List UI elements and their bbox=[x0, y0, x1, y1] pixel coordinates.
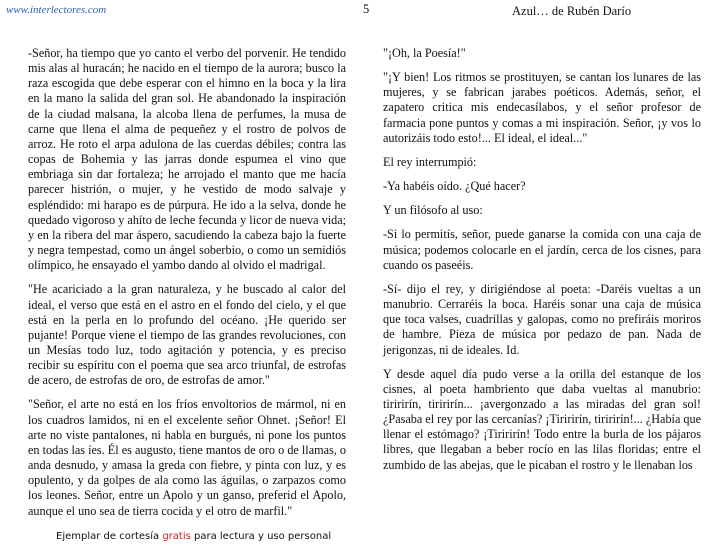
paragraph: -Si lo permitís, señor, puede ganarse la comida con una caja de música; podemos colocarle en el jardín, cerca de los cisnes, para cuando os paseéis. bbox=[383, 227, 701, 272]
right-column bbox=[383, 46, 701, 482]
footer-highlight: gratis bbox=[162, 531, 191, 542]
page-number: 5 bbox=[363, 2, 370, 16]
paragraph: "Señor, el arte no está en los fríos envoltorios de mármol, ni en los cuadros lamidos, ni en el excelente señor Ohnet. ¡Señor! El arte no viste pantalones, ni habla en burgués, ni pone los puntos en todas las íes. Él es augusto, tiene mantos de oro o de llamas, o anda desnudo, y amasa la greda con fiebre, y pinta con luz, y es opulento, y da golpes de ala como las águilas, o zarpazos como los leones. Señor, entre un Apolo y un ganso, preferid el Apolo, aunque el uno sea de tierra cocida y el otro de marfil." bbox=[28, 397, 346, 518]
footer-prefix: Ejemplar de cortesía bbox=[56, 531, 163, 542]
courtesy-footer bbox=[56, 531, 331, 542]
site-link[interactable]: www.interlectores.com bbox=[6, 4, 107, 16]
left-column bbox=[28, 46, 346, 528]
paragraph: "¡Y bien! Los ritmos se prostituyen, se cantan los lunares de las mujeres, y se fabrican jarabes poéticos. Además, señor, el zapatero critica mis endecasílabos, y el señor profesor de farmacia pone puntos y comas a mi inspiración. Señor, ¡y vos lo autorizáis todo esto!... El ideal, el ideal..." bbox=[383, 70, 701, 145]
paragraph: -Ya habéis oído. ¿Qué hacer? bbox=[383, 179, 526, 194]
paragraph: -Señor, ha tiempo que yo canto el verbo del porvenir. He tendido mis alas al huracán; he nacido en el tiempo de la aurora; busco la raza escogida que debe esperar con el himno en la boca y la lira en la mano la salida del gran sol. He abandonado la inspiración de la ciudad malsana, la alcoba llena de perfumes, la musa de carne que llena el alma de pequeñez y el rostro de polvos de arroz. He roto el arpa adulona de las cuerdas débiles; contra las copas de Bohemia y las jarras donde espumea el vino que embriaga sin dar fortaleza; he arrojado el manto que me hacía parecer histrión, o mujer, y he vestido de modo salvaje y espléndido: mi harapo es de púrpura. He ido a la selva, donde he quedado vigoroso y ahíto de leche fecunda y licor de nueva vida; y en la ribera del mar áspero, sacudiendo la cabeza bajo la fuerte y negra tempestad, como un ángel soberbio, o como un semidiós olímpico, he ensayado el yambo dando al olvido el madrigal. bbox=[28, 46, 346, 273]
paragraph: "¡Oh, la Poesía!" bbox=[383, 46, 466, 60]
book-title: Azul… de Rubén Darío bbox=[512, 4, 632, 18]
paragraph: "He acariciado a la gran naturaleza, y he buscado al calor del ideal, el verso que está en el astro en el fondo del cielo, y el que está en la perla en lo profundo del océano. ¡He querido ser pujante! Porque viene el tiempo de las grandes revoluciones, con un Mesías todo luz, todo agitación y potencia, y es preciso recibir su espíritu con el poema que sea arco triunfal, de estrofas de acero, de estrofas de oro, de estrofas de amor." bbox=[28, 282, 346, 388]
paragraph: Y desde aquel día pudo verse a la orilla del estanque de los cisnes, al poeta hambriento que daba vueltas al manubrio: tiririrín, tiririrín... ¡avergonzado a las miradas del gran sol! ¿Pasaba el rey por las cercanías? ¡Tiririrín, tiririrín!... ¿Había que llenar el estómago? ¡Tiririrín! Todo entre la burla de los pájaros libres, que llegaban a beber rocío en las lilas floridas; entre el zumbido de las abejas, que le picaban el rostro y le llenaban los bbox=[383, 366, 701, 472]
paragraph: Y un filósofo al uso: bbox=[383, 203, 483, 218]
paragraph: -Sí- dijo el rey, y dirigiéndose al poeta: -Daréis vueltas a un manubrio. Cerraréis la boca. Haréis sonar una caja de música que toca valses, cuadrillas y galopas, como no prefiráis moriros de hambre. Pieza de música por pedazo de pan. Nada de jerigonzas, ni de ideales. Id. bbox=[383, 281, 701, 357]
footer-suffix: para lectura y uso personal bbox=[190, 531, 332, 542]
paragraph: El rey interrumpió: bbox=[383, 154, 477, 169]
